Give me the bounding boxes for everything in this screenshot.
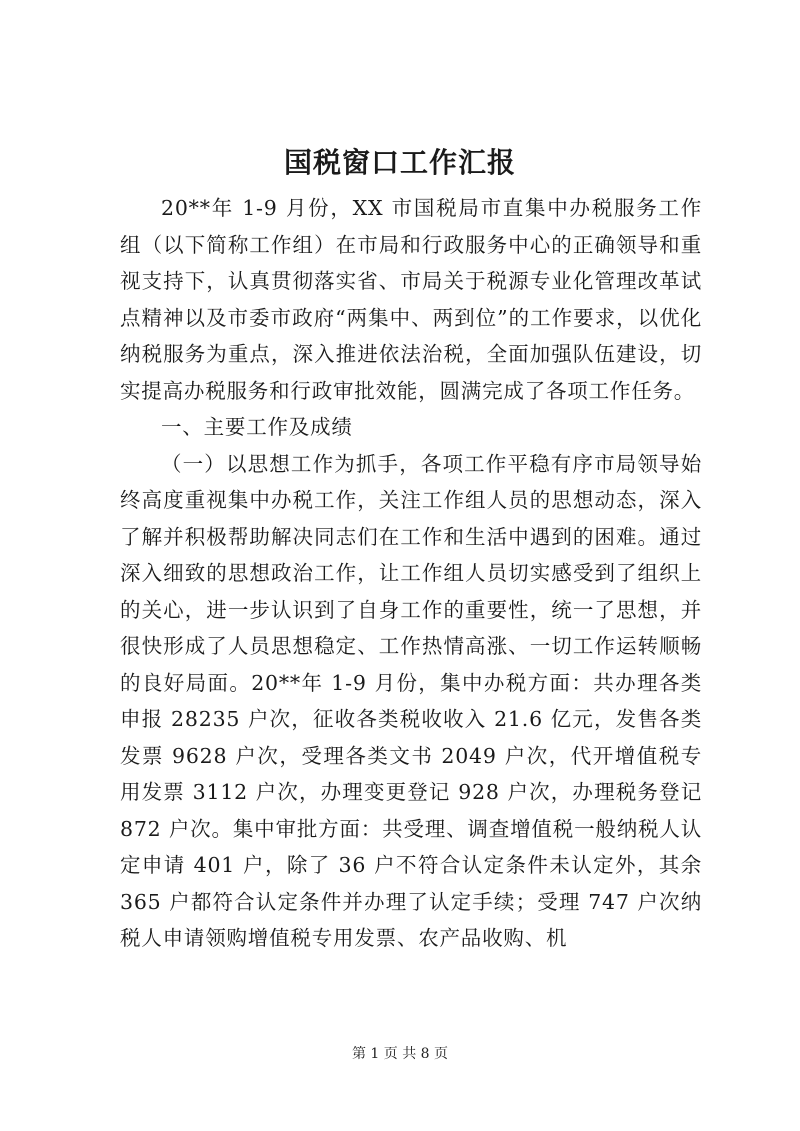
section-paragraph: （一）以思想工作为抓手，各项工作平稳有序市局领导始终高度重视集中办税工作，关注工作组人员的思想动态，深入了解并积极帮助解决同志们在工作和生活中遇到的困难。通过深入细致的思想政治工作，让工作组人员切实感受到了组织上的关心，进一步认识到了自身工作的重要性，统一了思想，并很快形成了人员思想稳定、工作热情高涨、一切工作运转顺畅的良好局面。20**年 1-9 月份，集中办税方面：共办理各类申报 28235 户次，征收各类税收收入 21.6 亿元，发售各类发票 9628 户次，受理各类文书 2049 户次，代开增值税专用发票 3112 户次，办理变更登记 928 户次，办理税务登记 872 户次。集中审批方面：共受理、调查增值税一般纳税人认定申请 401 户，除了 36 户不符合认定条件未认定外，其余 365 户都符合认定条件并办理了认定手续；受理 747 户次纳税人申请领购增值税专用发票、农产品收购、机 [120,451,702,950]
document-title: 国税窗口工作汇报 [283,146,516,179]
section-heading: 一、主要工作及成绩 [161,415,353,439]
page-footer: 第 1 页 共 8 页 [351,1046,449,1062]
intro-paragraph: 20**年 1-9 月份，XX 市国税局市直集中办税服务工作组（以下简称工作组）在市局和行政服务中心的正确领导和重视支持下，认真贯彻落实省、市局关于税源专业化管理改革试点精神以及市委市政府“两集中、两到位”的工作要求，以优化纳税服务为重点，深入推进依法治税，全面加强队伍建设，切实提高办税服务和行政审批效能，圆满完成了各项工作任务。 [120,196,702,403]
document-body [120,190,702,957]
